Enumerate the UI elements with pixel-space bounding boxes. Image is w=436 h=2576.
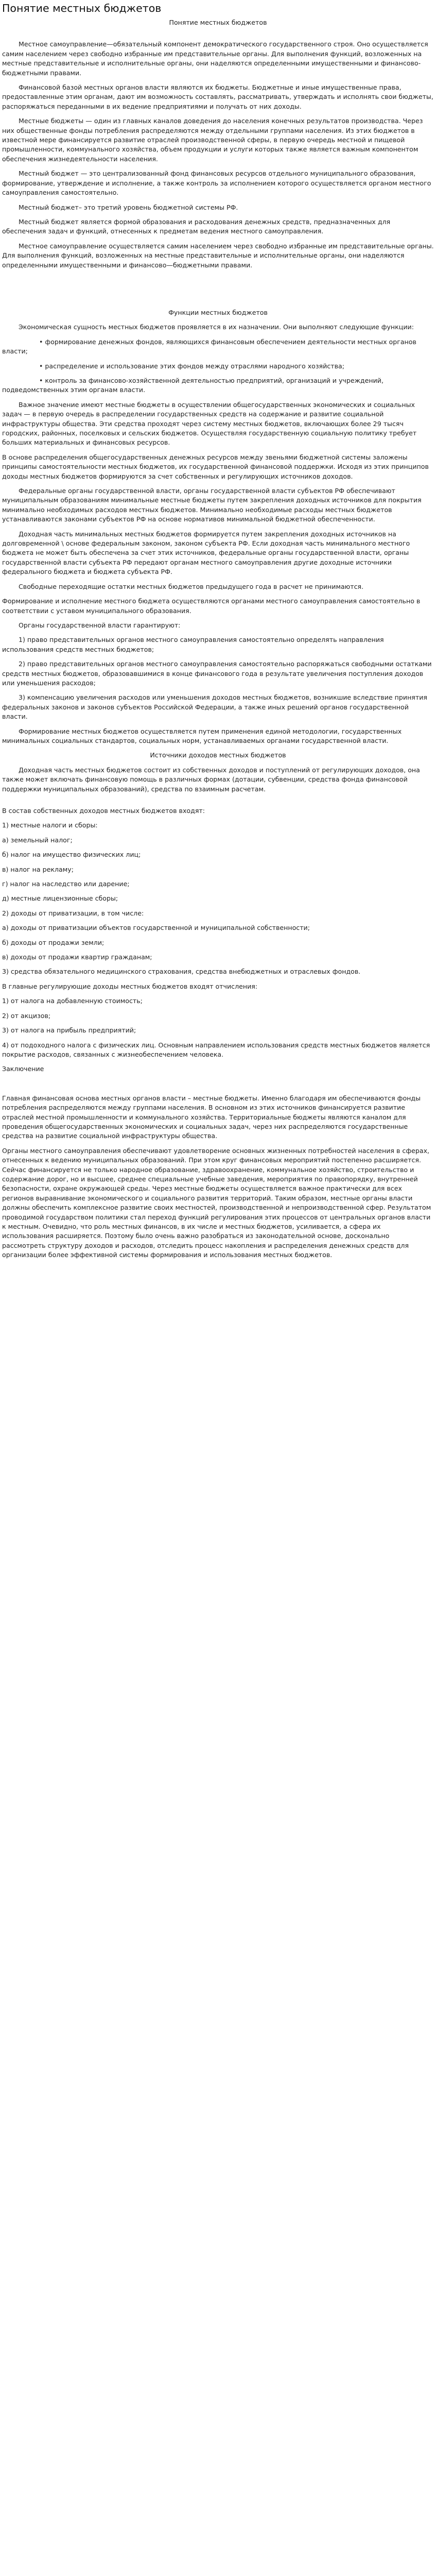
body-paragraph: Формирование и исполнение местного бюджета осуществляются органами местного самоуправления самостоятельно в соответствии с уставом муниципального образования. xyxy=(2,597,421,615)
page-title: Понятие местных бюджетов xyxy=(2,2,162,14)
own-income-item: б) доходы от продажи земли; xyxy=(2,938,104,946)
regulating-item: 1) от налога на добавленную стоимость; xyxy=(2,997,143,1005)
guarantees-intro: Органы государственной власти гарантируют: xyxy=(19,621,181,629)
intro-paragraph: Финансовой базой местных органов власти являются их бюджеты. Бюджетные и иные имущественные права, предоставленные этим органам, дают им возможность составлять, рассматривать, утверждать и исполнять свои бюджеты, распоряжаться переданными в их ведение предприятиями и получать от них доходы. xyxy=(2,83,433,110)
own-income-item: б) налог на имущество физических лиц; xyxy=(2,851,141,859)
intro-paragraph: Местный бюджет является формой образования и расходования денежных средств, предназначенных для обеспечения задач и функций, отнесенных к предметам ведения местного самоуправления. xyxy=(2,217,391,235)
intro-paragraph: Местное самоуправление осуществляется самим населением через свободно избранные им представительные органы. Для выполнения функций, возложенных на местные представительные и исполнительные органы, они наделяются определенными имущественными и финансово—бюджетными правами. xyxy=(2,242,434,269)
formation-paragraph: Формирование местных бюджетов осуществляется путем применения единой методологии, государственных минимальных социальных стандартов, социальных норм, устанавливаемых органами государственной власти. xyxy=(2,727,402,744)
guarantee-item: 2) право представительных органов местного самоуправления самостоятельно распоряжаться свободными остатками средств местных бюджетов, образовавшимися в конце финансового года в результате увеличения поступления доходов или уменьшения расходов; xyxy=(2,660,432,687)
functions-list-item: • контроль за финансово-хозяйственной деятельностью предприятий, организаций и учреждений, подведомственных этим органам власти. xyxy=(2,376,383,394)
income-heading: Источники доходов местных бюджетов xyxy=(150,751,286,759)
own-income-item: 3) средства обязательного медицинского страхования, средства внебюджетных и отраслевых фондов. xyxy=(2,968,361,976)
body-paragraph: Федеральные органы государственной власти, органы государственной власти субъектов РФ обеспечивают муниципальным образованиям минимальные местные бюджеты путем закрепления доходных источников для покрытия минимально необходимых расходов местных бюджетов. Минимально необходимые расходы местных бюджетов устанавливаются законами субъектов РФ на основе нормативов минимальной бюджетной обеспеченности. xyxy=(2,487,422,523)
body-paragraph: Свободные переходящие остатки местных бюджетов предыдущего года в расчет не принимаются. xyxy=(19,582,364,590)
regulating-intro: В главные регулирующие доходы местных бюджетов входят отчисления: xyxy=(2,982,258,990)
intro-paragraph: Местный бюджет– это третий уровень бюджетной системы РФ. xyxy=(19,203,238,211)
functions-list-item: • распределение и использование этих фондов между отраслями народного хозяйства; xyxy=(39,362,344,370)
functions-list-item: • формирование денежных фондов, являющихся финансовым обеспечением деятельности местных органов власти; xyxy=(2,337,416,355)
functions-intro: Экономическая сущность местных бюджетов проявляется в их назначении. Они выполняют следующие функции: xyxy=(19,323,414,331)
own-income-item: в) налог на рекламу; xyxy=(2,865,74,873)
conclusion-paragraph: Органы местного самоуправления обеспечивают удовлетворение основных жизненных потребностей населения в сферах, отнесенных к ведению муниципальных образований. При этом круг финансовых мероприятий постепенно расширяется. Сейчас финансируется не только народное образование, здравоохранение, коммунальное хозяйство, строительство и содержание дорог, но и высшее, среднее специальные учебные заведения, мероприятия по правопорядку, внутренней безопасности, охране окружающей среды. Через местные бюджеты осуществляется важное практически для всех регионов выравнивание экономического и социального развития территорий. Таким образом, местные органы власти должны обеспечить комплексное развитие своих местностей, производственной и непроизводственной сфер. Результатом проводимой государством политики стал переход функций регулирования этих процессов от центральных органов власти к местным. Очевидно, что роль местных финансов, в их числе и местных бюджетов, усиливается, а сфера их использования расширяется. Поэтому было очень важно разобраться из законодательной основе, досконально рассмотреть структуру доходов и расходов, отследить процесс накопления и распределения денежных средств для организации более эффективной системы формирования и использования местных бюджетов. xyxy=(2,1146,431,1259)
income-paragraph: Доходная часть местных бюджетов состоит из собственных доходов и поступлений от регулирующих доходов, она также может включать финансовую помощь в различных формах (дотации, субвенции, средства фонда финансовой поддержки муниципальных образований), средства по взаимным расчетам. xyxy=(2,766,420,793)
functions-heading: Функции местных бюджетов xyxy=(168,308,268,316)
own-income-item: г) налог на наследство или дарение; xyxy=(2,880,130,888)
document-page xyxy=(0,0,436,1260)
conclusion-paragraph: Главная финансовая основа местных органов власти – местные бюджеты. Именно благодаря им обеспечиваются фонды потребления распределяются между группами населения. В основном из этих источников финансируется развитие отраслей местной промышленности и коммунального хозяйства. Территориальные бюджеты являются каналом для проведения общегосударственных экономических и социальных задач, через них распределяются государственные средства на развитие социальной инфраструктуры общества. xyxy=(2,1094,421,1140)
regulating-item: 3) от налога на прибыль предприятий; xyxy=(2,1026,136,1035)
guarantee-item: 1) право представительных органов местного самоуправления самостоятельно определять направления использования средств местных бюджетов; xyxy=(2,636,384,653)
body-paragraph: В основе распределения общегосударственных денежных ресурсов между звеньями бюджетной системы заложены принципы самостоятельности местных бюджетов, их государственной финансовой поддержки. Исходя из этих принципов доходы местных бюджетов формируются за счет собственных и регулирующих источников доходов. xyxy=(2,453,429,480)
intro-paragraph: Местные бюджеты — один из главных каналов доведения до населения конечных результатов производства. Через них общественные фонды потребления распределяются между отдельными группами населения. Из этих бюджетов в известной мере финансируется развитие отраслей производственной сферы, в первую очередь местной и пищевой промышленности, коммунального хозяйства, объем продукции и услуги которых также является важным компонентом обеспечения жизнедеятельности населения. xyxy=(2,117,423,163)
intro-paragraph: Местное самоуправление—обязательный компонент демократического государственного строя. Оно осуществляется самим населением через свободно избранные им представительные органы. Для выполнения функций, возложенных на местные представительные и исполнительные органы, они наделяются определенными имущественными и финансово-бюджетными правами. xyxy=(2,40,428,77)
body-paragraph: Доходная часть минимальных местных бюджетов формируется путем закрепления доходных источников на долговременной \ основе федеральным законом, законом субъекта РФ. Если доходная часть минимального местного бюджета не может быть обеспечена за счет этих источников, федеральные органы государственной власти, органы государственной власти субъекта РФ передают органам местного самоуправления другие доходные источники федерального бюджета и бюджета субъекта РФ. xyxy=(2,530,410,576)
conclusion-heading: Заключение xyxy=(2,1065,44,1073)
regulating-item: 2) от акцизов; xyxy=(2,1011,51,1020)
own-income-intro: В состав собственных доходов местных бюджетов входят: xyxy=(2,807,205,815)
own-income-item: 1) местные налоги и сборы: xyxy=(2,821,98,829)
own-income-item: а) земельный налог; xyxy=(2,836,73,844)
guarantee-item: 3) компенсацию увеличения расходов или уменьшения доходов местных бюджетов, возникшие вследствие принятия федеральных законов и законов субъектов Российской Федерации, а также иных решений органов государственной власти. xyxy=(2,693,427,721)
own-income-item: д) местные лицензионные сборы; xyxy=(2,894,118,903)
own-income-item: 2) доходы от приватизации, в том числе: xyxy=(2,909,144,917)
section-subtitle: Понятие местных бюджетов xyxy=(169,19,267,26)
own-income-item: а) доходы от приватизации объектов государственной и муниципальной собственности; xyxy=(2,924,310,932)
intro-paragraph: Местный бюджет — это централизованный фонд финансовых ресурсов отдельного муниципального образования, формирование, утверждение и исполнение, а также контроль за исполнением которого осуществляется органом местного самоуправления самостоятельно. xyxy=(2,170,431,197)
body-paragraph: Важное значение имеют местные бюджеты в осуществлении общегосударственных экономических и социальных задач — в первую очередь в распределении государственных средств на содержание и развитие социальной инфраструктуры общества. Эти средства проходят через систему местных бюджетов, включающих более 29 тысяч городских, районных, поселковых и сельских бюджетов. Осуществляя государственную социальную политику требует больших материальных и финансовых ресурсов. xyxy=(2,400,417,447)
regulating-item: 4) от подоходного налога с физических лиц. Основным направлением использования средств местных бюджетов является покрытие расходов, связанных с жизнеобеспечением человека. xyxy=(2,1041,430,1058)
own-income-item: в) доходы от продажи квартир гражданам; xyxy=(2,953,152,961)
